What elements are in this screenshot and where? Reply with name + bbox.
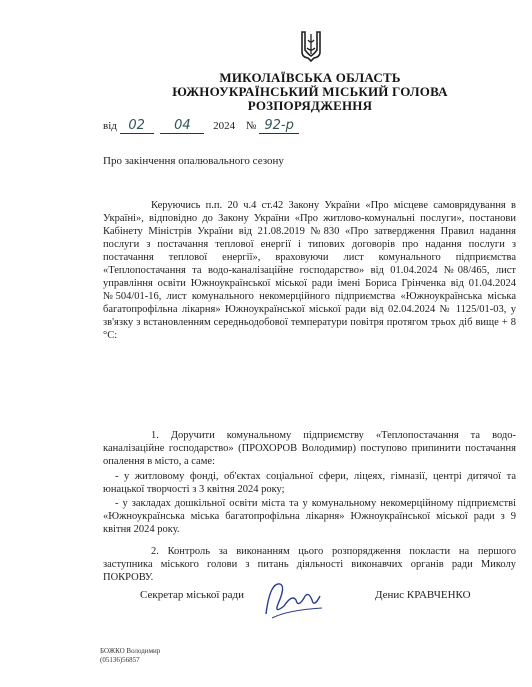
- item-1a-paragraph: - у житловому фонді, об'єктах соціальної сфери, ліцеях, гімназії, центрі дитячої та юнацької творчості з 3 квітня 2024 року;: [103, 471, 516, 495]
- executor-block: [100, 647, 160, 665]
- number-label: №: [245, 120, 257, 132]
- intro-paragraph: Керуючись п.п. 20 ч.4 ст.42 Закону України «Про місцеве самоврядування в Україні», відповідно до Закону України «Про житлово-комунальні послуги», постанови Кабінету Міністрів України від 21.08.2019 №830 «Про затвердження Правил надання послуги з постачання теплової енергії і типових договорів про надання послуги з постачання теплової енергії», враховуючи лист комунального підприємства «Теплопостачання та водо-каналізаційне господарство» від 01.04.2024 №08/465, лист управління освіти Южноукраїнської міської ради імені Бориса Грінченка від 01.04.2024 №504/01-16, лист комунального некомерційного підприємства «Южноукраїнська міська багатопрофільна лікарня» Южноукраїнської міської ради від 02.04.2024 № 1125/01-03, у зв'язку з встановленням середньодобової температури повітря протягом трьох діб вище + 8 °С:: [103, 200, 516, 341]
- date-day: 02: [120, 118, 154, 134]
- header-authority: ЮЖНОУКРАЇНСЬКИЙ МІСЬКИЙ ГОЛОВА: [172, 84, 448, 99]
- signatory-role: Секретар міської ради: [140, 589, 245, 601]
- handwritten-signature: [258, 574, 328, 622]
- item-1-paragraph: 1. Доручити комунальному підприємству «Теплопостачання та водо-каналізаційне господарство» (ПРОХОРОВ Володимир) поступово припинити постачання опалення в місто, а саме:: [103, 430, 516, 467]
- item-2-paragraph: 2. Контроль за виконанням цього розпорядження покласти на першого заступника міського голови з питань діяльності виконавчих органів ради Миколу ПОКРОВУ.: [103, 546, 516, 583]
- date-month: 04: [160, 118, 204, 134]
- item-1b-paragraph: - у закладах дошкільної освіти міста та у комунальному некомерційному підприємстві «Южноукраїнська міська багатопрофільна лікарня» Южноукраїнської міської ради з 9 квітня 2024 року.: [103, 498, 516, 535]
- date-from-label: від: [103, 120, 117, 132]
- date-number-line: [103, 118, 299, 134]
- document-subject: Про закінчення опалювального сезону: [103, 155, 284, 167]
- executor-name: БОЖКО Володимир: [100, 647, 161, 655]
- document-number: 92-р: [259, 118, 299, 134]
- header-region: МИКОЛАЇВСЬКА ОБЛАСТЬ: [219, 70, 401, 85]
- header-doc-type: РОЗПОРЯДЖЕННЯ: [247, 98, 373, 113]
- executor-phone: (05136)56857: [100, 656, 140, 664]
- signatory-name: Денис КРАВЧЕНКО: [375, 589, 471, 601]
- trident-emblem-icon: [300, 30, 322, 62]
- date-year: 2024: [213, 120, 236, 132]
